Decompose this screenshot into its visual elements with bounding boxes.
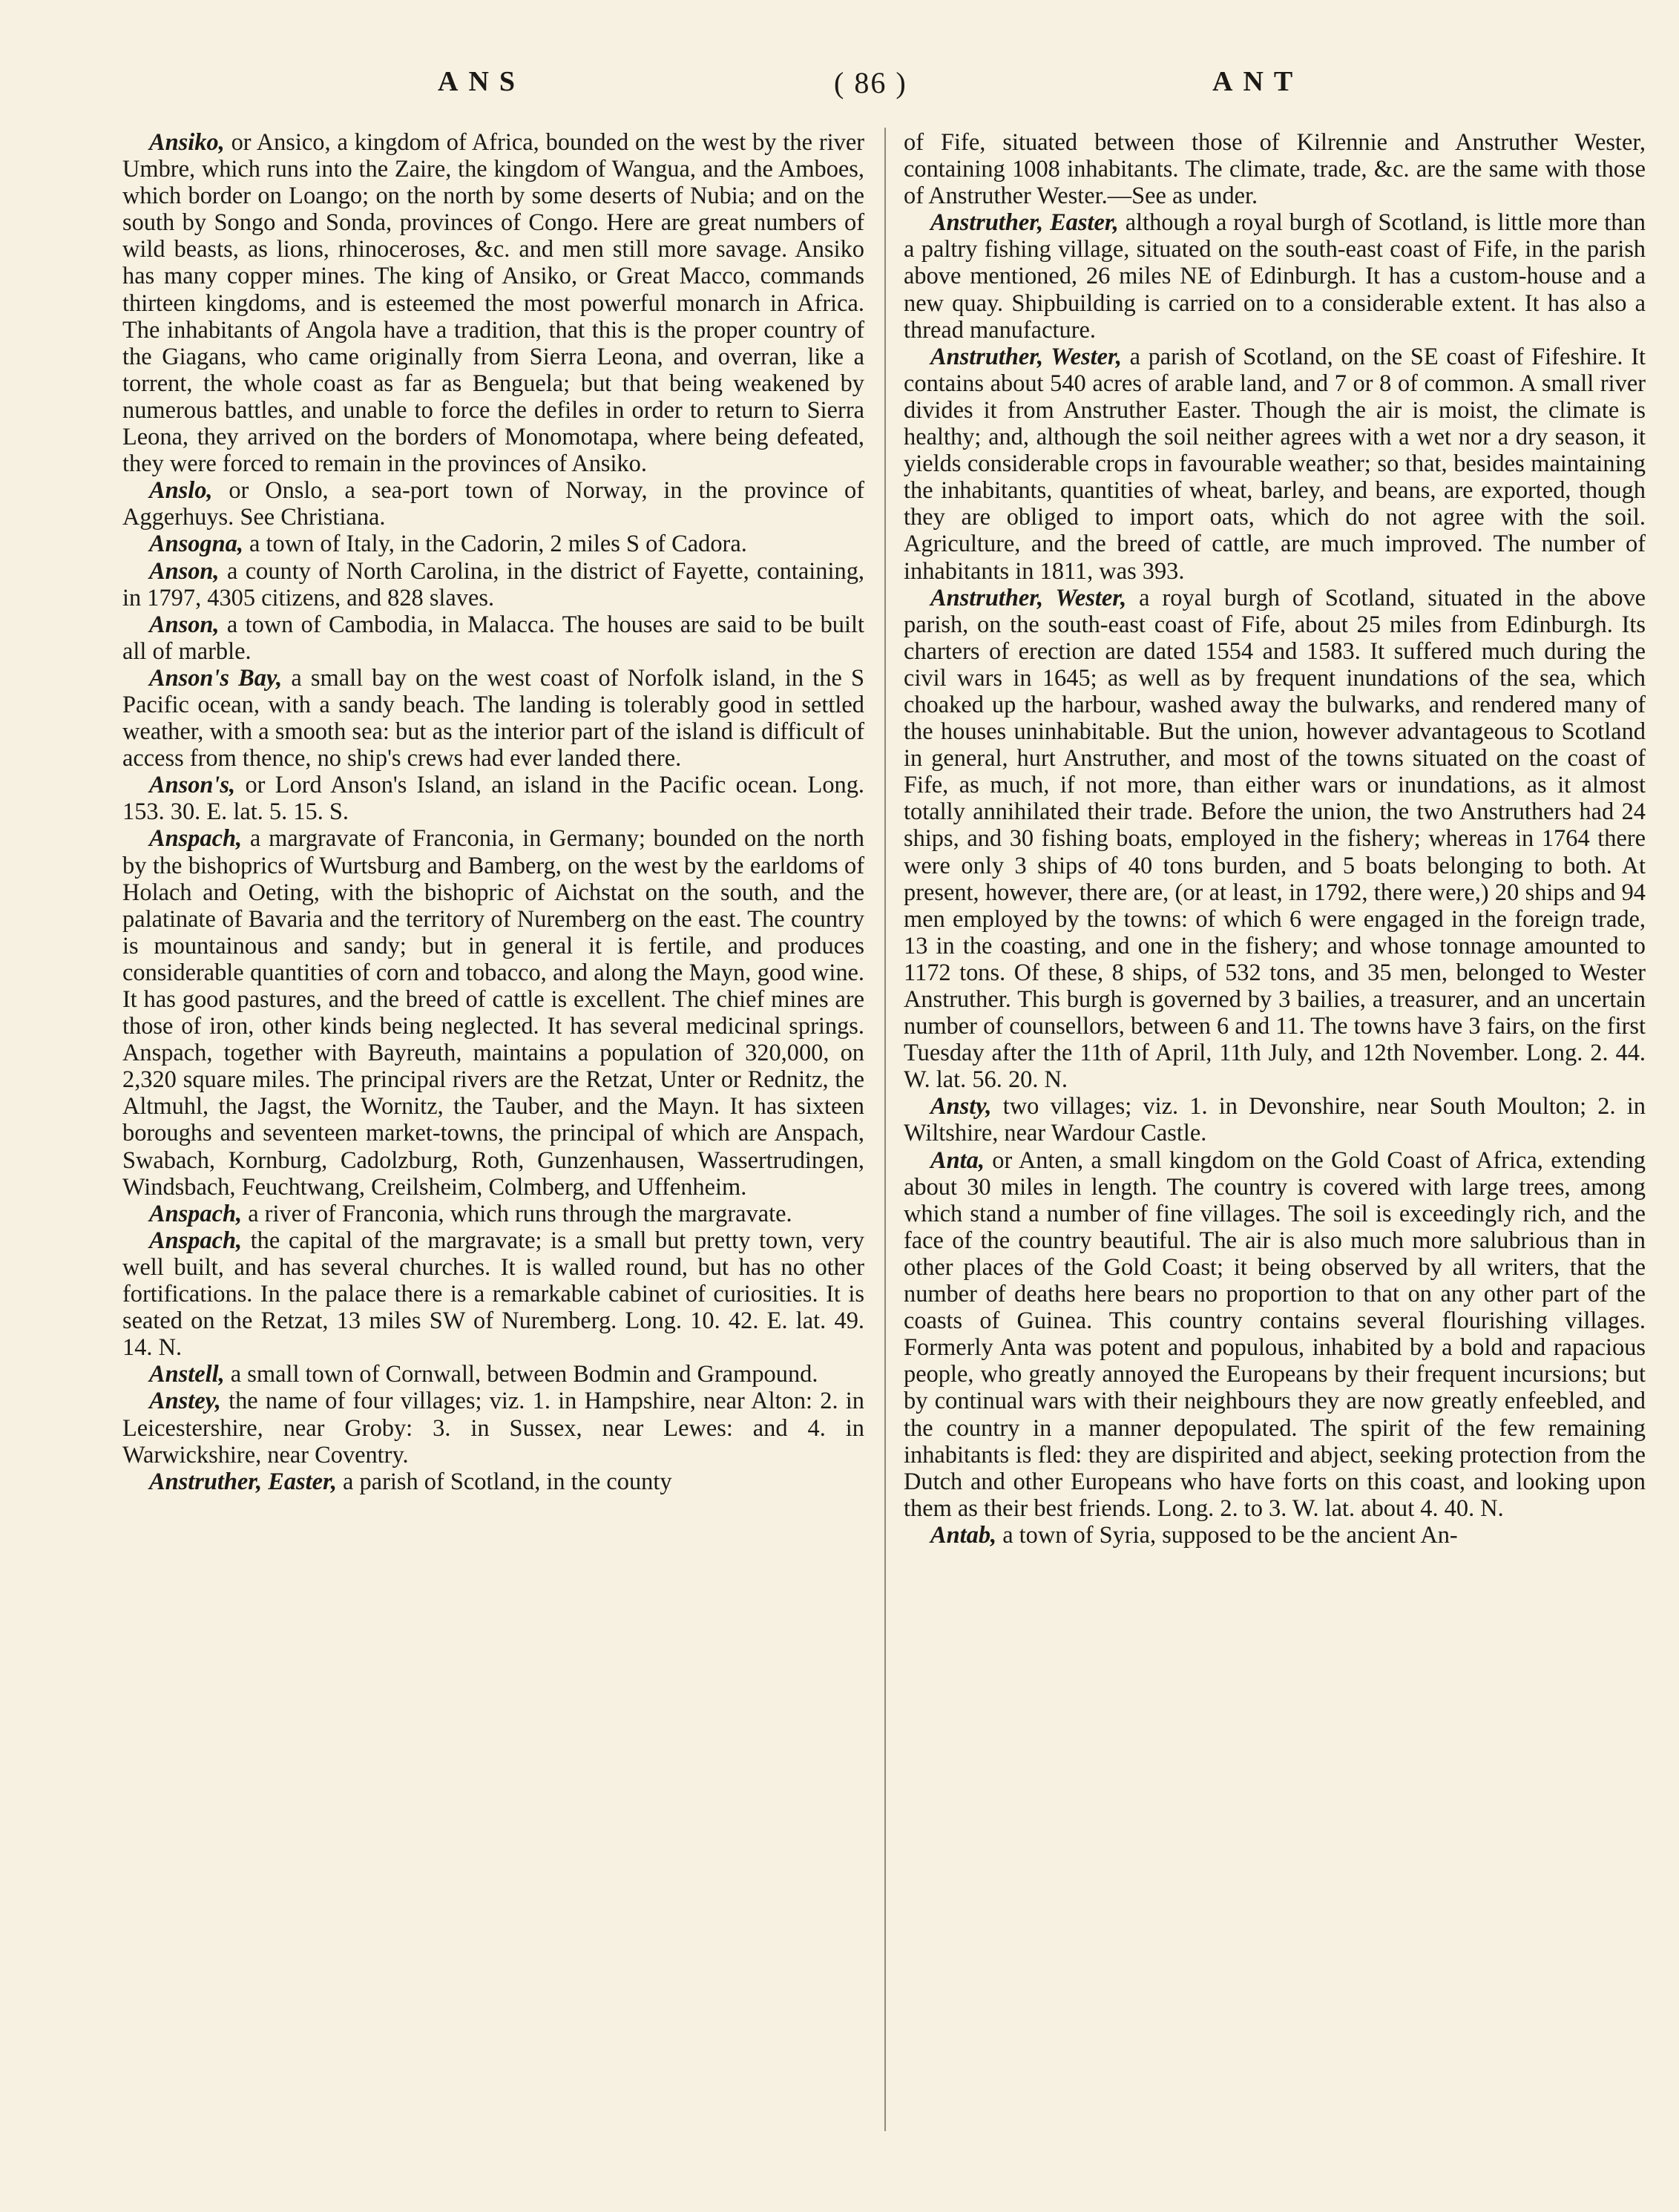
entry-text: or Lord Anson's Island, an island in the Pacific ocean. Long. 153. 30. E. lat. 5. 15. S. [122,772,864,826]
dictionary-entry [904,585,1646,1094]
dictionary-entry [904,344,1646,585]
running-header [0,65,1679,102]
dictionary-entry [122,611,864,665]
entry-headword: Anspach, [149,825,243,853]
dictionary-entry [904,1522,1646,1549]
right-column [904,129,1646,1549]
left-column [122,129,864,1495]
dictionary-entry [122,477,864,531]
entry-headword: Anspach, [149,1227,243,1254]
entry-text: a margravate of Franconia, in Germany; bounded on the north by the bishoprics of Wurtsburg and Bamberg, on the west by the earldoms of Holach and Oeting, with the bishopric of Aichstat on the south, and the palatinate of Bavaria and the territory of Nuremberg on the east. The country is mountainous and sandy; but in general it is fertile, and produces considerable quantities of corn and tobacco, and along the Mayn, good wine. It has good pastures, and the breed of cattle is excellent. The chief mines are those of iron, other kinds being neglected. It has several medicinal springs. Anspach, together with Bayreuth, maintains a population of 320,000, on 2,320 square miles. The principal rivers are the Retzat, Unter or Rednitz, the Altmuhl, the Jagst, the Wornitz, the Tauber, and the Mayn. It has sixteen boroughs and seventeen market-towns, the principal of which are Anspach, Swabach, Kornburg, Cadolzburg, Roth, Gunzenhausen, Wassertrudingen, Windsbach, Feuchtwang, Creilsheim, Colmberg, and Uffenheim. [122,825,864,1201]
entry-text: or Anten, a small kingdom on the Gold Coast of Africa, extending about 30 miles in length. The country is covered with large trees, among which stand a number of fine villages. The soil is exceedingly rich, and the face of the country beautiful. The air is also much more salubrious than in other places of the Gold Coast; it being observed by all writers, that the number of deaths here bears no proportion to that on any other part of the coasts of Guinea. This country contains several flourishing villages. Formerly Anta was potent and populous, inhabited by a bold and rapacious people, who greatly annoyed the Europeans by their frequent incursions; but by continual wars with their neighbours they are now greatly enfeebled, and the country in a manner depopulated. The spirit of the few remaining inhabitants is fled: they are dispirited and abject, seeking protection from the Dutch and other Europeans who have forts on this coast, and looking upon them as their best friends. Long. 2. to 3. W. lat. about 4. 40. N. [904,1146,1646,1522]
entry-text: a small bay on the west coast of Norfolk island, in the S Pacific ocean, with a sandy beach. The landing is tolerably good in settled weather, with a smooth sea: but as the interior part of the island is difficult of access from thence, no ship's crews had ever landed there. [122,664,864,772]
entry-text: the name of four villages; viz. 1. in Hampshire, near Alton: 2. in Leicestershire, near Groby: 3. in Sussex, near Lewes: and 4. in Warwickshire, near Coventry. [122,1388,864,1468]
entry-headword: Anslo, [149,477,213,505]
dictionary-entry [122,772,864,825]
dictionary-entry [122,129,864,477]
entry-headword: Ansiko, [149,129,225,156]
dictionary-entry [904,1147,1646,1522]
entry-text: two villages; viz. 1. in Devonshire, near South Moulton; 2. in Wiltshire, near Wardour Castle. [904,1093,1646,1147]
entry-headword: Anstruther, Wester, [930,343,1122,370]
entry-headword: Antab, [930,1521,997,1549]
entry-headword: Anstey, [149,1388,221,1415]
entry-text: the capital of the margravate; is a small but pretty town, very well built, and has several churches. It is walled round, but has no other fortifications. In the palace there is a remarkable cabinet of curiosities. It is seated on the Retzat, 13 miles SW of Nuremberg. Long. 10. 42. E. lat. 49. 14. N. [122,1227,864,1362]
entry-text: although a royal burgh of Scotland, is little more than a paltry fishing village, situated on the south-east coast of Fife, in the parish above mentioned, 26 miles NE of Edinburgh. It has a custom-house and a new quay. Shipbuilding is carried on to a considerable extent. It has also a thread manufacture. [904,209,1646,344]
entry-text: a small town of Cornwall, between Bodmin and Grampound. [224,1361,818,1388]
entry-text: a parish of Scotland, on the SE coast of Fifeshire. It contains about 540 acres of arable land, and 7 or 8 of common. A small river divides it from Anstruther Easter. Though the air is moist, the climate is healthy; and, although the soil neither agrees with a wet nor a dry season, it yields considerable crops in favourable weather; so that, besides maintaining the inhabitants, quantities of wheat, barley, and beans, are exported, though they are obliged to import oats, which do not agree with the soil. Agriculture, and the breed of cattle, are much improved. The number of inhabitants in 1811, was 393. [904,343,1646,585]
dictionary-entry [122,825,864,1200]
entry-text: of Fife, situated between those of Kilrennie and Anstruther Wester, containing 1008 inhabitants. The climate, trade, &c. are the same with those of Anstruther Wester.—See as under. [904,129,1646,210]
entry-text: a town of Syria, supposed to be the ancient An- [996,1521,1458,1549]
dictionary-entry [122,531,864,557]
entry-headword: Anta, [930,1146,985,1174]
entry-headword: Anstell, [149,1361,225,1388]
entry-text: a royal burgh of Scotland, situated in the above parish, on the south-east coast of Fife, about 25 miles from Edinburgh. Its charters of erection are dated 1554 and 1583. It suffered much during the civil wars in 1645; as well as by frequent inundations of the sea, which choaked up the harbour, washed away the bulwarks, and rendered many of the houses uninhabitable. But the union, however advantageous to Scotland in general, hurt Anstruther, and most of the towns situated on the coast of Fife, as much, if not more, than either wars or inundations, as it almost totally annihilated their trade. Before the union, the two Anstruthers had 24 ships, and 30 fishing boats, employed in the fishery; whereas in 1764 there were only 3 ships of 40 tons burden, and 5 boats belonging to both. At present, however, there are, (or at least, in 1792, there were,) 20 ships and 94 men employed by the towns: of which 6 were engaged in the foreign trade, 13 in the coasting, and one in the fishery; and whose tonnage amounted to 1172 tons. Of these, 8 ships, of 532 tons, and 35 men, belonged to Wester Anstruther. This burgh is governed by 3 bailies, a treasurer, and an uncertain number of counsellors, between 6 and 11. The towns have 3 fairs, on the first Tuesday after the 11th of April, 11th July, and 12th November. Long. 2. 44. W. lat. 56. 20. N. [904,584,1646,1094]
dictionary-entry [122,665,864,772]
dictionary-entry [122,558,864,611]
entry-headword: Anstruther, Easter, [149,1468,337,1495]
entry-headword: Anstruther, Easter, [930,209,1119,237]
dictionary-entry [904,1093,1646,1146]
dictionary-entry [122,1201,864,1227]
entry-text: a town of Italy, in the Cadorin, 2 miles S of Cadora. [243,531,747,558]
entry-text: a county of North Carolina, in the district of Fayette, containing, in 1797, 4305 citizens, and 828 slaves. [122,557,864,611]
entry-headword: Anson's, [149,772,236,799]
dictionary-entry [904,129,1646,209]
entry-headword: Ansty, [930,1093,992,1120]
entry-headword: Anson's Bay, [149,664,283,692]
entry-text: a parish of Scotland, in the county [336,1468,672,1495]
dictionary-entry [122,1388,864,1468]
entry-headword: Anson, [149,611,220,638]
entry-headword: Anstruther, Wester, [930,584,1127,611]
dictionary-entry [122,1227,864,1361]
entry-headword: Ansogna, [149,531,243,558]
header-right-guideword: ANT [1212,66,1304,97]
entry-text: or Ansico, a kingdom of Africa, bounded on the west by the river Umbre, which runs into the Zaire, the kingdom of Wangua, and the Amboes, which border on Loango; on the north by some deserts of Nubia; and on the south by Songo and Sonda, provinces of Congo. Here are great numbers of wild beasts, as lions, rhinoceroses, &c. and men still more savage. Ansiko has many copper mines. The king of Ansiko, or Great Macco, commands thirteen kingdoms, and is esteemed the most powerful monarch in Africa. The inhabitants of Angola have a tradition, that this is the proper country of the Giagans, who came originally from Sierra Leona, and overran, like a torrent, the whole coast as far as Benguela; but that being weakened by numerous battles, and unable to force the defiles in order to return to Sierra Leona, they arrived on the borders of Monomotapa, where being defeated, they were forced to remain in the provinces of Ansiko. [122,129,864,478]
entry-headword: Anspach, [149,1200,243,1227]
column-divider [884,128,886,2131]
entry-headword: Anson, [149,557,220,585]
dictionary-entry [122,1468,864,1495]
entry-text: a river of Franconia, which runs through the margravate. [242,1200,792,1227]
entry-text: a town of Cambodia, in Malacca. The houses are said to be built all of marble. [122,611,864,665]
page-number: ( 86 ) [834,66,907,99]
dictionary-entry [904,209,1646,343]
dictionary-entry [122,1361,864,1388]
entry-text: or Onslo, a sea-port town of Norway, in the province of Aggerhuys. See Christiana. [122,477,864,531]
header-left-guideword: ANS [438,66,526,97]
